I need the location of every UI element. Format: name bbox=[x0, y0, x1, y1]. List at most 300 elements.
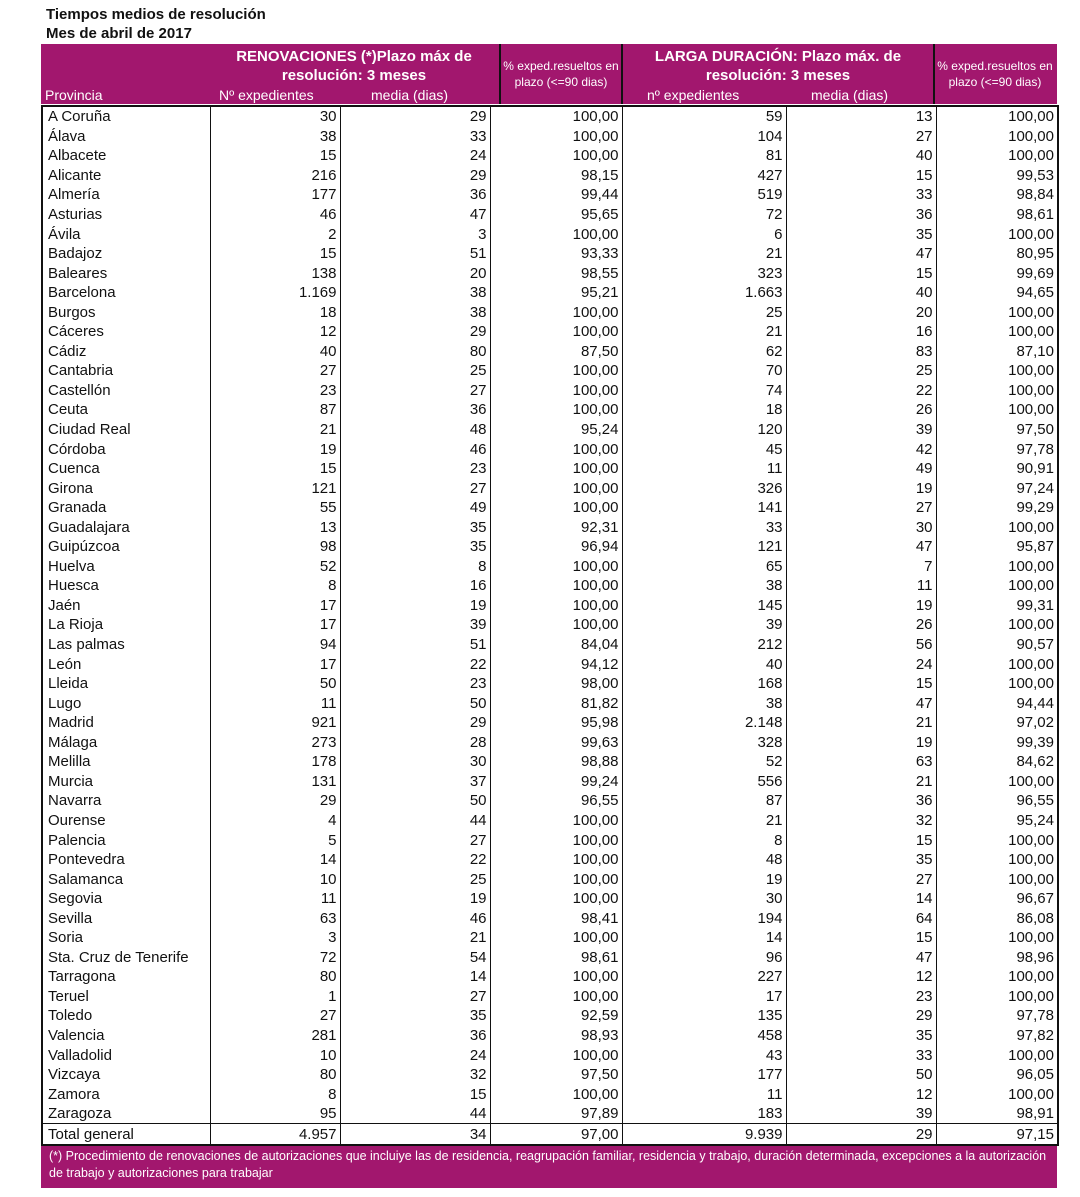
larga-media-cell: 56 bbox=[786, 635, 936, 655]
larga-pct-cell: 98,96 bbox=[936, 948, 1058, 968]
larga-media-cell: 83 bbox=[786, 342, 936, 362]
provincia-cell: Tarragona bbox=[42, 967, 210, 987]
provincia-cell: Cáceres bbox=[42, 322, 210, 342]
table-row bbox=[42, 361, 1058, 381]
larga-media-cell: 15 bbox=[786, 263, 936, 283]
provincia-cell: Navarra bbox=[42, 791, 210, 811]
renov-media-cell: 8 bbox=[340, 557, 490, 577]
renov-media-cell: 29 bbox=[340, 713, 490, 733]
renov-expedientes-cell: 281 bbox=[210, 1026, 340, 1046]
renov-pct-cell: 97,50 bbox=[490, 1065, 622, 1085]
larga-pct-cell: 100,00 bbox=[936, 1084, 1058, 1104]
renov-media-cell: 46 bbox=[340, 908, 490, 928]
renov-media-cell: 15 bbox=[340, 1084, 490, 1104]
renov-media-cell: 36 bbox=[340, 185, 490, 205]
renov-media-cell: 35 bbox=[340, 517, 490, 537]
larga-expedientes-cell: 18 bbox=[622, 400, 786, 420]
renov-expedientes-cell: 2 bbox=[210, 224, 340, 244]
table-row bbox=[42, 205, 1058, 225]
provincia-cell: Alicante bbox=[42, 166, 210, 186]
larga-pct-cell: 84,62 bbox=[936, 752, 1058, 772]
larga-expedientes-cell: 21 bbox=[622, 322, 786, 342]
larga-expedientes-cell: 62 bbox=[622, 342, 786, 362]
larga-media-cell: 33 bbox=[786, 1045, 936, 1065]
larga-media-cell: 63 bbox=[786, 752, 936, 772]
larga-expedientes-cell: 177 bbox=[622, 1065, 786, 1085]
renov-media-cell: 27 bbox=[340, 987, 490, 1007]
renov-media-cell: 54 bbox=[340, 948, 490, 968]
larga-pct-cell: 86,08 bbox=[936, 908, 1058, 928]
larga-pct-cell: 100,00 bbox=[936, 146, 1058, 166]
provincia-cell: Huesca bbox=[42, 576, 210, 596]
larga-pct-cell: 96,05 bbox=[936, 1065, 1058, 1085]
larga-media-cell: 15 bbox=[786, 166, 936, 186]
renov-pct-cell: 84,04 bbox=[490, 635, 622, 655]
nexp-header-larga: nº expedientes bbox=[647, 87, 740, 103]
larga-pct-cell: 87,10 bbox=[936, 342, 1058, 362]
larga-expedientes-cell: 70 bbox=[622, 361, 786, 381]
renov-pct-cell: 100,00 bbox=[490, 322, 622, 342]
renov-pct-cell: 100,00 bbox=[490, 596, 622, 616]
larga-media-cell: 15 bbox=[786, 674, 936, 694]
larga-media-cell: 24 bbox=[786, 654, 936, 674]
larga-expedientes-cell: 11 bbox=[622, 1084, 786, 1104]
table-row bbox=[42, 244, 1058, 264]
larga-media-cell: 40 bbox=[786, 283, 936, 303]
renov-expedientes-cell: 52 bbox=[210, 557, 340, 577]
renov-pct-cell: 100,00 bbox=[490, 987, 622, 1007]
renov-expedientes-cell: 4 bbox=[210, 811, 340, 831]
provincia-cell: Málaga bbox=[42, 733, 210, 753]
larga-expedientes-cell: 65 bbox=[622, 557, 786, 577]
renov-pct-cell: 98,00 bbox=[490, 674, 622, 694]
larga-pct-cell: 100,00 bbox=[936, 400, 1058, 420]
table-row bbox=[42, 283, 1058, 303]
larga-media-cell: 47 bbox=[786, 693, 936, 713]
renov-media-cell: 14 bbox=[340, 967, 490, 987]
renov-media-cell: 35 bbox=[340, 1006, 490, 1026]
larga-expedientes-cell: 328 bbox=[622, 733, 786, 753]
larga-media-cell: 16 bbox=[786, 322, 936, 342]
provincia-cell: Cádiz bbox=[42, 342, 210, 362]
renov-expedientes-cell: 15 bbox=[210, 459, 340, 479]
table-row bbox=[42, 654, 1058, 674]
larga-media-cell: 35 bbox=[786, 1026, 936, 1046]
larga-media-cell: 20 bbox=[786, 302, 936, 322]
larga-expedientes-cell: 17 bbox=[622, 987, 786, 1007]
larga-media-cell: 47 bbox=[786, 244, 936, 264]
larga-expedientes-cell: 458 bbox=[622, 1026, 786, 1046]
table-row bbox=[42, 752, 1058, 772]
total-renov-media-cell: 34 bbox=[340, 1124, 490, 1145]
larga-media-cell: 64 bbox=[786, 908, 936, 928]
renov-expedientes-cell: 80 bbox=[210, 967, 340, 987]
provincia-cell: Palencia bbox=[42, 830, 210, 850]
renov-pct-cell: 100,00 bbox=[490, 1084, 622, 1104]
larga-pct-cell: 100,00 bbox=[936, 224, 1058, 244]
provincia-cell: Asturias bbox=[42, 205, 210, 225]
renov-expedientes-cell: 11 bbox=[210, 693, 340, 713]
renov-media-cell: 51 bbox=[340, 635, 490, 655]
renov-expedientes-cell: 27 bbox=[210, 361, 340, 381]
larga-media-cell: 39 bbox=[786, 1104, 936, 1124]
larga-expedientes-cell: 59 bbox=[622, 106, 786, 127]
larga-expedientes-cell: 25 bbox=[622, 302, 786, 322]
pct-header-renovaciones: % exped.resueltos en plazo (<=90 dias) bbox=[503, 59, 619, 89]
provincia-cell: Toledo bbox=[42, 1006, 210, 1026]
renov-expedientes-cell: 3 bbox=[210, 928, 340, 948]
renov-expedientes-cell: 921 bbox=[210, 713, 340, 733]
larga-expedientes-cell: 48 bbox=[622, 850, 786, 870]
renov-pct-cell: 93,33 bbox=[490, 244, 622, 264]
larga-expedientes-cell: 2.148 bbox=[622, 713, 786, 733]
provincia-cell: Almería bbox=[42, 185, 210, 205]
larga-expedientes-cell: 6 bbox=[622, 224, 786, 244]
table-row bbox=[42, 517, 1058, 537]
renov-media-cell: 24 bbox=[340, 1045, 490, 1065]
renov-expedientes-cell: 8 bbox=[210, 576, 340, 596]
larga-media-cell: 22 bbox=[786, 381, 936, 401]
provincia-cell: Valencia bbox=[42, 1026, 210, 1046]
provincia-cell: Madrid bbox=[42, 713, 210, 733]
larga-duracion-header: LARGA DURACIÓN: Plazo máx. de resolución: 3 meses bbox=[654, 48, 902, 84]
renov-pct-cell: 98,61 bbox=[490, 948, 622, 968]
larga-media-cell: 12 bbox=[786, 1084, 936, 1104]
larga-expedientes-cell: 168 bbox=[622, 674, 786, 694]
table-row bbox=[42, 1084, 1058, 1104]
provincia-cell: Murcia bbox=[42, 772, 210, 792]
renov-media-cell: 36 bbox=[340, 400, 490, 420]
table-row bbox=[42, 478, 1058, 498]
provincia-cell: Soria bbox=[42, 928, 210, 948]
renov-pct-cell: 100,00 bbox=[490, 967, 622, 987]
renov-expedientes-cell: 15 bbox=[210, 244, 340, 264]
renov-expedientes-cell: 27 bbox=[210, 1006, 340, 1026]
renov-pct-cell: 100,00 bbox=[490, 459, 622, 479]
renov-media-cell: 19 bbox=[340, 596, 490, 616]
renov-media-cell: 46 bbox=[340, 439, 490, 459]
provincia-header: Provincia bbox=[45, 87, 103, 103]
renov-expedientes-cell: 10 bbox=[210, 869, 340, 889]
renov-media-cell: 29 bbox=[340, 106, 490, 127]
provincia-cell: Lugo bbox=[42, 693, 210, 713]
provincia-cell: Lleida bbox=[42, 674, 210, 694]
media-header-renovaciones: media (dias) bbox=[371, 87, 449, 103]
provincia-cell: Zaragoza bbox=[42, 1104, 210, 1124]
larga-media-cell: 29 bbox=[786, 1006, 936, 1026]
larga-pct-cell: 97,24 bbox=[936, 478, 1058, 498]
larga-expedientes-cell: 19 bbox=[622, 869, 786, 889]
provincia-cell: Badajoz bbox=[42, 244, 210, 264]
provincia-cell: Zamora bbox=[42, 1084, 210, 1104]
report-title: Tiempos medios de resolución bbox=[46, 6, 266, 23]
renov-media-cell: 21 bbox=[340, 928, 490, 948]
larga-expedientes-cell: 104 bbox=[622, 127, 786, 147]
provincia-cell: Cantabria bbox=[42, 361, 210, 381]
provincia-cell: Melilla bbox=[42, 752, 210, 772]
renov-pct-cell: 100,00 bbox=[490, 439, 622, 459]
renov-media-cell: 25 bbox=[340, 361, 490, 381]
renov-pct-cell: 98,93 bbox=[490, 1026, 622, 1046]
larga-media-cell: 33 bbox=[786, 185, 936, 205]
larga-expedientes-cell: 145 bbox=[622, 596, 786, 616]
table-row bbox=[42, 1026, 1058, 1046]
renov-media-cell: 25 bbox=[340, 869, 490, 889]
larga-media-cell: 39 bbox=[786, 420, 936, 440]
renov-pct-cell: 100,00 bbox=[490, 889, 622, 909]
report-subtitle: Mes de abril de 2017 bbox=[46, 25, 192, 42]
larga-pct-cell: 97,50 bbox=[936, 420, 1058, 440]
renov-media-cell: 48 bbox=[340, 420, 490, 440]
provincia-cell: Castellón bbox=[42, 381, 210, 401]
renov-pct-cell: 98,15 bbox=[490, 166, 622, 186]
larga-pct-cell: 100,00 bbox=[936, 361, 1058, 381]
larga-pct-cell: 99,53 bbox=[936, 166, 1058, 186]
larga-expedientes-cell: 427 bbox=[622, 166, 786, 186]
larga-pct-cell: 98,61 bbox=[936, 205, 1058, 225]
renov-expedientes-cell: 121 bbox=[210, 478, 340, 498]
larga-expedientes-cell: 96 bbox=[622, 948, 786, 968]
larga-pct-cell: 100,00 bbox=[936, 928, 1058, 948]
larga-expedientes-cell: 81 bbox=[622, 146, 786, 166]
larga-media-cell: 42 bbox=[786, 439, 936, 459]
larga-media-cell: 49 bbox=[786, 459, 936, 479]
larga-pct-cell: 100,00 bbox=[936, 850, 1058, 870]
renov-pct-cell: 100,00 bbox=[490, 557, 622, 577]
larga-pct-cell: 97,78 bbox=[936, 439, 1058, 459]
total-renov-expedientes-cell: 4.957 bbox=[210, 1124, 340, 1145]
larga-expedientes-cell: 8 bbox=[622, 830, 786, 850]
provincia-cell: Las palmas bbox=[42, 635, 210, 655]
renov-media-cell: 80 bbox=[340, 342, 490, 362]
renov-media-cell: 37 bbox=[340, 772, 490, 792]
renov-pct-cell: 100,00 bbox=[490, 361, 622, 381]
renov-media-cell: 27 bbox=[340, 381, 490, 401]
renov-expedientes-cell: 19 bbox=[210, 439, 340, 459]
larga-media-cell: 47 bbox=[786, 537, 936, 557]
renov-expedientes-cell: 50 bbox=[210, 674, 340, 694]
larga-expedientes-cell: 21 bbox=[622, 244, 786, 264]
renov-pct-cell: 98,41 bbox=[490, 908, 622, 928]
provincia-cell: Cuenca bbox=[42, 459, 210, 479]
larga-expedientes-cell: 33 bbox=[622, 517, 786, 537]
larga-pct-cell: 97,02 bbox=[936, 713, 1058, 733]
renov-media-cell: 29 bbox=[340, 322, 490, 342]
larga-expedientes-cell: 43 bbox=[622, 1045, 786, 1065]
larga-pct-cell: 98,91 bbox=[936, 1104, 1058, 1124]
renov-media-cell: 28 bbox=[340, 733, 490, 753]
table-row bbox=[42, 106, 1058, 127]
renov-pct-cell: 95,98 bbox=[490, 713, 622, 733]
renov-media-cell: 3 bbox=[340, 224, 490, 244]
total-provincia-cell: Total general bbox=[42, 1124, 210, 1145]
larga-expedientes-cell: 135 bbox=[622, 1006, 786, 1026]
larga-pct-cell: 99,31 bbox=[936, 596, 1058, 616]
table-row bbox=[42, 791, 1058, 811]
provincia-cell: Granada bbox=[42, 498, 210, 518]
table-row bbox=[42, 185, 1058, 205]
larga-pct-cell: 98,84 bbox=[936, 185, 1058, 205]
provincia-cell: Pontevedra bbox=[42, 850, 210, 870]
table-row bbox=[42, 693, 1058, 713]
provincia-cell: Ávila bbox=[42, 224, 210, 244]
larga-expedientes-cell: 39 bbox=[622, 615, 786, 635]
table-row bbox=[42, 811, 1058, 831]
renov-media-cell: 38 bbox=[340, 283, 490, 303]
table-row bbox=[42, 322, 1058, 342]
renov-expedientes-cell: 12 bbox=[210, 322, 340, 342]
renov-pct-cell: 100,00 bbox=[490, 302, 622, 322]
larga-pct-cell: 100,00 bbox=[936, 772, 1058, 792]
provincia-cell: Guadalajara bbox=[42, 517, 210, 537]
footnote: (*) Procedimiento de renovaciones de autorizaciones que incluiye las de residencia, reagrupación familiar, residencia y trabajo, duración determinada, excepciones a la autorización de trabajo y autorizaciones para trabajar bbox=[41, 1146, 1057, 1188]
larga-media-cell: 26 bbox=[786, 400, 936, 420]
renov-pct-cell: 100,00 bbox=[490, 811, 622, 831]
larga-expedientes-cell: 38 bbox=[622, 576, 786, 596]
provincia-cell: Ciudad Real bbox=[42, 420, 210, 440]
larga-media-cell: 32 bbox=[786, 811, 936, 831]
larga-pct-cell: 100,00 bbox=[936, 830, 1058, 850]
larga-expedientes-cell: 212 bbox=[622, 635, 786, 655]
table-row bbox=[42, 928, 1058, 948]
table-row bbox=[42, 381, 1058, 401]
larga-pct-cell: 100,00 bbox=[936, 302, 1058, 322]
renov-media-cell: 47 bbox=[340, 205, 490, 225]
larga-pct-cell: 100,00 bbox=[936, 654, 1058, 674]
renov-expedientes-cell: 87 bbox=[210, 400, 340, 420]
renov-pct-cell: 100,00 bbox=[490, 127, 622, 147]
larga-expedientes-cell: 72 bbox=[622, 205, 786, 225]
renov-pct-cell: 95,21 bbox=[490, 283, 622, 303]
provincia-cell: Teruel bbox=[42, 987, 210, 1007]
larga-expedientes-cell: 121 bbox=[622, 537, 786, 557]
table-row bbox=[42, 1065, 1058, 1085]
renov-media-cell: 50 bbox=[340, 791, 490, 811]
renov-media-cell: 50 bbox=[340, 693, 490, 713]
renov-expedientes-cell: 10 bbox=[210, 1045, 340, 1065]
table-row bbox=[42, 1104, 1058, 1124]
provincia-cell: Valladolid bbox=[42, 1045, 210, 1065]
larga-pct-cell: 100,00 bbox=[936, 674, 1058, 694]
renov-expedientes-cell: 273 bbox=[210, 733, 340, 753]
total-row bbox=[42, 1124, 1058, 1145]
renov-media-cell: 22 bbox=[340, 850, 490, 870]
larga-pct-cell: 95,87 bbox=[936, 537, 1058, 557]
table-row bbox=[42, 557, 1058, 577]
renov-media-cell: 16 bbox=[340, 576, 490, 596]
larga-expedientes-cell: 1.663 bbox=[622, 283, 786, 303]
renov-expedientes-cell: 23 bbox=[210, 381, 340, 401]
renov-pct-cell: 94,12 bbox=[490, 654, 622, 674]
larga-pct-cell: 100,00 bbox=[936, 557, 1058, 577]
table-row bbox=[42, 537, 1058, 557]
renov-expedientes-cell: 216 bbox=[210, 166, 340, 186]
larga-expedientes-cell: 74 bbox=[622, 381, 786, 401]
larga-expedientes-cell: 38 bbox=[622, 693, 786, 713]
renov-expedientes-cell: 38 bbox=[210, 127, 340, 147]
renov-pct-cell: 96,94 bbox=[490, 537, 622, 557]
larga-media-cell: 47 bbox=[786, 948, 936, 968]
provincia-cell: Vizcaya bbox=[42, 1065, 210, 1085]
renov-pct-cell: 100,00 bbox=[490, 850, 622, 870]
larga-media-cell: 7 bbox=[786, 557, 936, 577]
renov-pct-cell: 100,00 bbox=[490, 1045, 622, 1065]
renov-pct-cell: 100,00 bbox=[490, 478, 622, 498]
larga-expedientes-cell: 519 bbox=[622, 185, 786, 205]
renov-pct-cell: 95,24 bbox=[490, 420, 622, 440]
table-row bbox=[42, 948, 1058, 968]
provincia-cell: Girona bbox=[42, 478, 210, 498]
larga-pct-cell: 90,57 bbox=[936, 635, 1058, 655]
renov-media-cell: 24 bbox=[340, 146, 490, 166]
renov-media-cell: 35 bbox=[340, 537, 490, 557]
provincia-cell: Salamanca bbox=[42, 869, 210, 889]
larga-media-cell: 19 bbox=[786, 596, 936, 616]
renov-expedientes-cell: 21 bbox=[210, 420, 340, 440]
larga-expedientes-cell: 45 bbox=[622, 439, 786, 459]
renov-media-cell: 30 bbox=[340, 752, 490, 772]
larga-media-cell: 15 bbox=[786, 928, 936, 948]
renov-pct-cell: 99,44 bbox=[490, 185, 622, 205]
renov-expedientes-cell: 11 bbox=[210, 889, 340, 909]
renov-expedientes-cell: 46 bbox=[210, 205, 340, 225]
provincia-cell: Barcelona bbox=[42, 283, 210, 303]
larga-expedientes-cell: 87 bbox=[622, 791, 786, 811]
provincia-cell: Sevilla bbox=[42, 908, 210, 928]
renov-expedientes-cell: 5 bbox=[210, 830, 340, 850]
renov-pct-cell: 99,24 bbox=[490, 772, 622, 792]
table-row bbox=[42, 420, 1058, 440]
renov-pct-cell: 87,50 bbox=[490, 342, 622, 362]
renov-pct-cell: 100,00 bbox=[490, 146, 622, 166]
larga-media-cell: 21 bbox=[786, 772, 936, 792]
larga-pct-cell: 100,00 bbox=[936, 576, 1058, 596]
table-row bbox=[42, 615, 1058, 635]
renov-media-cell: 23 bbox=[340, 674, 490, 694]
larga-pct-cell: 99,29 bbox=[936, 498, 1058, 518]
renov-pct-cell: 97,89 bbox=[490, 1104, 622, 1124]
renov-media-cell: 51 bbox=[340, 244, 490, 264]
provincia-cell: Segovia bbox=[42, 889, 210, 909]
renov-pct-cell: 92,31 bbox=[490, 517, 622, 537]
renov-expedientes-cell: 1.169 bbox=[210, 283, 340, 303]
larga-pct-cell: 99,39 bbox=[936, 733, 1058, 753]
larga-expedientes-cell: 40 bbox=[622, 654, 786, 674]
larga-pct-cell: 100,00 bbox=[936, 127, 1058, 147]
table-row bbox=[42, 459, 1058, 479]
table-row bbox=[42, 146, 1058, 166]
renov-expedientes-cell: 55 bbox=[210, 498, 340, 518]
renov-media-cell: 44 bbox=[340, 811, 490, 831]
renov-media-cell: 36 bbox=[340, 1026, 490, 1046]
larga-expedientes-cell: 227 bbox=[622, 967, 786, 987]
provincia-cell: Burgos bbox=[42, 302, 210, 322]
table-row bbox=[42, 576, 1058, 596]
renov-pct-cell: 92,59 bbox=[490, 1006, 622, 1026]
renov-media-cell: 22 bbox=[340, 654, 490, 674]
table-row bbox=[42, 967, 1058, 987]
table-row bbox=[42, 439, 1058, 459]
larga-pct-cell: 100,00 bbox=[936, 987, 1058, 1007]
larga-pct-cell: 100,00 bbox=[936, 381, 1058, 401]
renov-media-cell: 39 bbox=[340, 615, 490, 635]
larga-expedientes-cell: 183 bbox=[622, 1104, 786, 1124]
larga-pct-cell: 80,95 bbox=[936, 244, 1058, 264]
larga-pct-cell: 97,78 bbox=[936, 1006, 1058, 1026]
larga-pct-cell: 100,00 bbox=[936, 869, 1058, 889]
table-row bbox=[42, 1045, 1058, 1065]
larga-media-cell: 15 bbox=[786, 830, 936, 850]
